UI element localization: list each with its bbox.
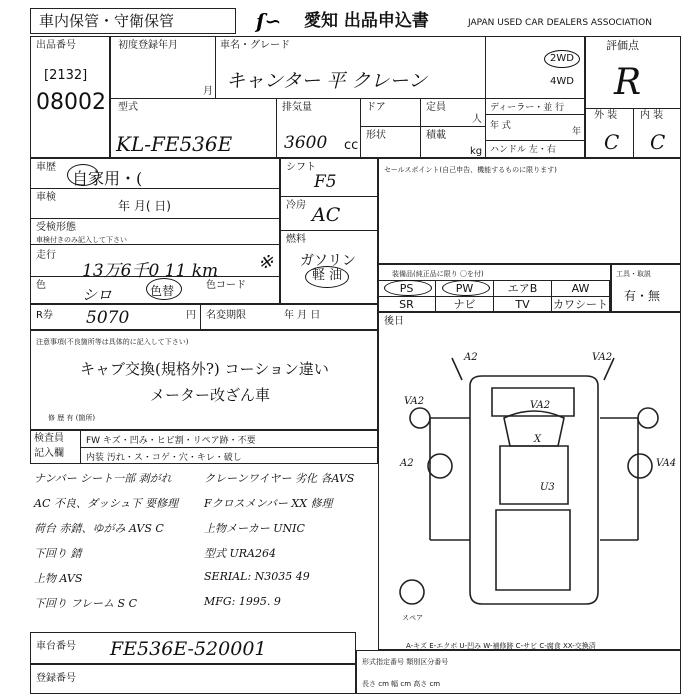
- diagram-label-u3: U3: [540, 482, 555, 493]
- recycle-unit: 円: [186, 310, 196, 321]
- inspector-label: 検査員: [34, 433, 64, 444]
- mileage-label: 走行: [36, 250, 56, 261]
- lot-number: 08002: [36, 90, 106, 115]
- accept-sub: 車検付きのみ記入して下さい: [36, 236, 127, 244]
- drive-4wd: 4WD: [550, 76, 574, 87]
- remark-line: クレーンワイヤー 劣化 各AVS: [204, 472, 355, 485]
- load-label: 積載: [426, 130, 446, 141]
- remark-line: SERIAL: N3035 49: [204, 570, 310, 583]
- accept-label: 受検形態: [36, 222, 76, 233]
- capacity-label: 定員: [426, 102, 446, 113]
- ac-label: 冷房: [286, 200, 306, 211]
- interior-label: 内 装: [640, 110, 664, 121]
- equipment-item: PS: [378, 280, 436, 296]
- inspection-fw: FW キズ・凹み・ヒビ割・リペア跡・不要: [86, 436, 256, 446]
- lot-label: 出品番号: [36, 40, 76, 51]
- diagram-label-va4: VA4: [656, 458, 677, 469]
- first-reg-label: 初度登録年月: [118, 40, 178, 51]
- shift-label: シフト: [286, 162, 316, 173]
- diagram-block: [378, 312, 681, 650]
- first-reg-month: 月: [203, 86, 213, 97]
- svg-text:ſ∽: ſ∽: [256, 10, 282, 32]
- car-name: キャンター 平 クレーン: [226, 70, 427, 92]
- spare-label: スペア: [402, 614, 423, 622]
- shape-label: 形状: [366, 130, 386, 141]
- displacement-value: 3600: [284, 133, 328, 153]
- drive-2wd-circle: [544, 50, 580, 68]
- inspection-interior: 内装 汚れ・ス・コゲ・穴・キレ・破し: [86, 453, 242, 463]
- tools-value: 有・無: [624, 289, 661, 303]
- color-changed: 色替: [150, 284, 175, 298]
- name-grade-label: 車名・グレード: [220, 40, 290, 51]
- ac-value: AC: [312, 204, 341, 226]
- rating-value: R: [614, 62, 642, 103]
- registration-label: 登録番号: [36, 673, 76, 684]
- load-unit: kg: [470, 146, 483, 157]
- tools-title: 工具・取説: [616, 270, 651, 278]
- door-label: ドア: [366, 102, 386, 113]
- capacity-unit: 人: [472, 114, 482, 125]
- exterior-label: 外 装: [594, 110, 618, 121]
- deadline-date: 年 月 日: [284, 310, 321, 321]
- equipment-circle: [384, 280, 432, 296]
- notes-title: 注意事項(不良箇所等は具体的に記入して下さい): [36, 338, 189, 346]
- remarks-area: [30, 470, 378, 628]
- entry-label: 記入欄: [34, 448, 64, 459]
- equipment-item: SR: [378, 296, 436, 312]
- dealer-label: ディーラー・並 行: [490, 103, 565, 113]
- interior-grade: C: [650, 130, 666, 154]
- fuel-value: ガソリン: [300, 253, 356, 269]
- registration-row: [30, 664, 356, 694]
- damage-legend: A-キズ E-エクボ U-凹み W-補修跡 C-サビ C-腐食 XX-交換済: [406, 642, 596, 650]
- shift-value: F5: [314, 172, 337, 192]
- color-changed-circle: [146, 278, 182, 300]
- remark-line: MFG: 1995. 9: [204, 595, 281, 608]
- remark-line: 上物メーカー UNIC: [204, 522, 305, 535]
- storage-badge-text: 車内保管・守衛保管: [39, 12, 175, 30]
- association-title: 愛知 出品申込書: [304, 11, 429, 31]
- diagram-label-va2-top: VA2: [592, 352, 613, 363]
- history-circle: [67, 164, 99, 186]
- fuel-label: 燃料: [286, 234, 306, 245]
- notes-line-2: メーター改ざん車: [150, 386, 271, 404]
- diagram-label-x: X: [534, 434, 542, 445]
- displacement-label: 排気量: [282, 102, 312, 113]
- year-unit: 年: [572, 127, 582, 137]
- model-label: 型式: [118, 102, 138, 113]
- mileage-value: 13万6千0 11 km: [82, 261, 219, 281]
- equipment-item: TV: [494, 296, 552, 312]
- sales-point-label: セールスポイント(自己申告、機能するものに限ります): [384, 166, 557, 174]
- equipment-grid: [378, 280, 611, 312]
- remark-line: Fクロスメンバー XX 修理: [204, 497, 333, 510]
- remark-line: ナンバー シート一部 剥がれ: [34, 472, 172, 485]
- dimensions-label-2: 長さ cm 幅 cm 高さ cm: [362, 680, 441, 688]
- equipment-title: 装備品(純正品に限り 〇を付): [392, 270, 484, 278]
- notes-line-1: キャブ交換(規格外?) コーション違い: [80, 360, 329, 378]
- drive-2wd: 2WD: [550, 53, 574, 64]
- equipment-item: ナビ: [436, 296, 494, 312]
- history-label: 車歴: [36, 162, 56, 173]
- diagram-label-va2-center: VA2: [530, 400, 551, 411]
- storage-badge: [30, 8, 236, 34]
- chassis-label: 車台番号: [36, 641, 76, 652]
- diagram-label-va2-left: VA2: [404, 396, 425, 407]
- history-value: 自家用・(: [72, 169, 143, 188]
- year-model-label: 年 式: [490, 121, 511, 131]
- equipment-item: PW: [436, 280, 494, 296]
- association-title-en: JAPAN USED CAR DEALERS ASSOCIATION: [468, 18, 652, 28]
- color-code-label: 色コード: [206, 280, 246, 291]
- remark-line: AC 不良、ダッシュ下 要修理: [34, 497, 179, 510]
- recycle-label: R券: [36, 310, 53, 321]
- deadline-label: 名変期限: [206, 310, 246, 321]
- handle-label: ハンドル 左・右: [490, 145, 556, 155]
- remark-line: 上物 AVS: [34, 572, 83, 585]
- fuel-circle: [305, 266, 349, 288]
- rating-label: 評価点: [606, 39, 639, 52]
- color-label: 色: [36, 280, 46, 291]
- fuel-value-2: 軽 油: [312, 268, 343, 283]
- remark-line: 下回り 錆: [34, 547, 82, 560]
- rear-label: 後日: [384, 316, 404, 327]
- equipment-circle: [442, 280, 490, 296]
- mileage-mark: ※: [258, 252, 274, 273]
- lot-code: [2132]: [44, 68, 88, 83]
- remark-line: 下回り フレーム S C: [34, 597, 138, 610]
- dimensions-label-1: 形式指定番号 類別区分番号: [362, 658, 449, 666]
- inspection-date: 年 月( 日): [118, 199, 171, 213]
- recycle-value: 5070: [86, 308, 130, 328]
- inspection-label: 車検: [36, 192, 56, 203]
- remark-line: 型式 URA264: [204, 547, 276, 560]
- diagram-label-a2-left: A2: [400, 458, 414, 469]
- association-logo-icon: [254, 10, 300, 32]
- equipment-item: カワシート: [553, 298, 608, 311]
- color-value: シロ: [82, 286, 113, 304]
- repair-history: 修 歴 有 (箇所): [48, 414, 96, 422]
- cc-unit: cc: [344, 138, 359, 153]
- remark-line: 荷台 赤錆、ゆがみ AVS C: [34, 522, 164, 535]
- chassis-value: FE536E-520001: [110, 638, 267, 660]
- diagram-label-a2-top: A2: [464, 352, 478, 363]
- equipment-item: AW: [552, 280, 610, 296]
- model-value: KL-FE536E: [116, 132, 233, 156]
- exterior-grade: C: [604, 130, 620, 154]
- association-logo: [254, 10, 300, 32]
- recycle-row: [30, 304, 378, 330]
- equipment-item: エアB: [494, 280, 552, 296]
